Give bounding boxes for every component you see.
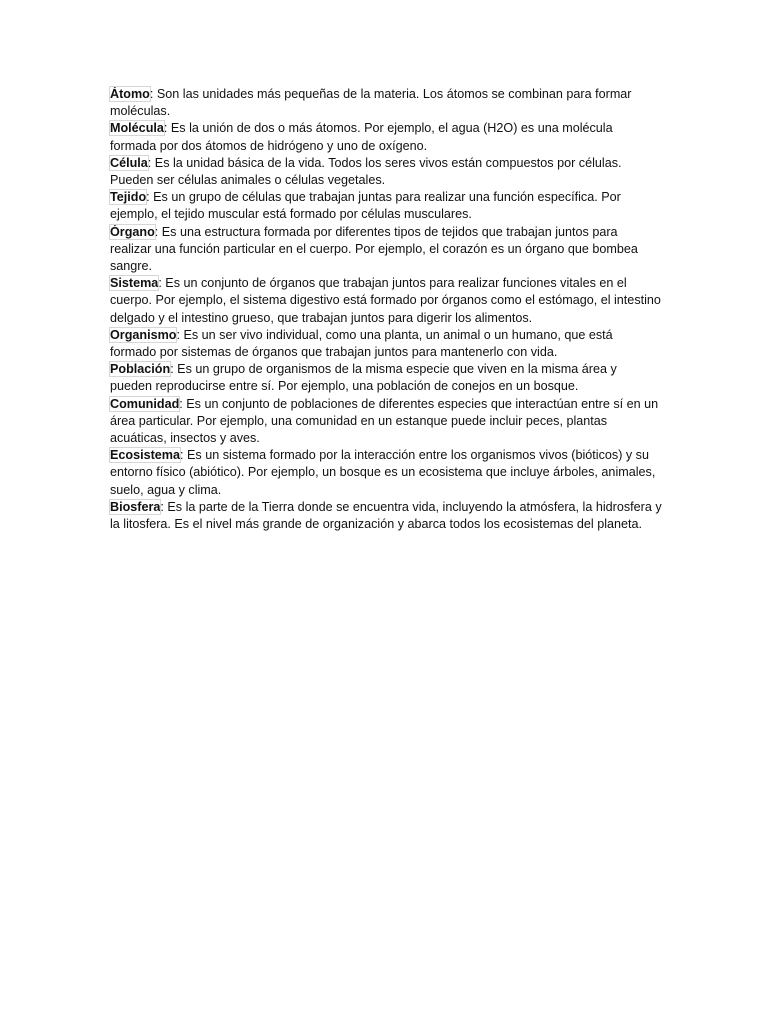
definition-comunidad: : Es un conjunto de poblaciones de diferentes especies que interactúan entre sí en un área particular. Por ejemplo, una comunidad en un estanque puede incluir peces, plantas acuáticas, insectos y aves. bbox=[110, 396, 659, 446]
term-poblacion[interactable]: Población bbox=[110, 362, 171, 377]
definition-molecula: : Es la unión de dos o más átomos. Por ejemplo, el agua (H2O) es una molécula formada por dos átomos de hidrógeno y uno de oxígeno. bbox=[110, 121, 613, 153]
definition-ecosistema: : Es un sistema formado por la interacción entre los organismos vivos (bióticos) y su entorno físico (abiótico). Por ejemplo, un bosque es un ecosistema que incluye árboles, animales, suelo, agua y clima. bbox=[110, 448, 656, 497]
definition-organismo: : Es un ser vivo individual, como una planta, un animal o un humano, que está formado por sistemas de órganos que trabajan juntos para mantenerlo con vida. bbox=[110, 327, 613, 360]
term-atomo[interactable]: Átomo bbox=[110, 87, 150, 101]
term-sistema[interactable]: Sistema bbox=[110, 276, 159, 291]
term-molecula[interactable]: Molécula bbox=[110, 121, 164, 136]
term-biosfera[interactable]: Biosfera bbox=[110, 499, 161, 514]
entry-biosfera bbox=[110, 499, 662, 533]
entry-atomo bbox=[110, 86, 662, 120]
term-organo[interactable]: Órgano bbox=[110, 224, 155, 239]
entry-organo bbox=[110, 224, 662, 276]
entry-ecosistema bbox=[110, 447, 662, 499]
term-comunidad[interactable]: Comunidad bbox=[110, 396, 180, 411]
document-body bbox=[110, 86, 662, 533]
definition-atomo: : Son las unidades más pequeñas de la materia. Los átomos se combinan para formar moléculas. bbox=[110, 87, 632, 119]
entry-celula bbox=[110, 155, 662, 189]
term-ecosistema[interactable]: Ecosistema bbox=[110, 448, 181, 463]
definition-organo: : Es una estructura formada por diferentes tipos de tejidos que trabajan juntos para realizar una función particular en el cuerpo. Por ejemplo, el corazón es un órgano que bombea sangre. bbox=[110, 224, 638, 274]
definition-tejido: : Es un grupo de células que trabajan juntas para realizar una función específica. Por ejemplo, el tejido muscular está formado por células musculares. bbox=[110, 190, 621, 222]
entry-molecula bbox=[110, 120, 662, 154]
definition-poblacion: : Es un grupo de organismos de la misma especie que viven en la misma área y pueden reproducirse entre sí. Por ejemplo, una población de conejos en un bosque. bbox=[110, 362, 617, 394]
definition-sistema: : Es un conjunto de órganos que trabajan juntos para realizar funciones vitales en el cuerpo. Por ejemplo, el sistema digestivo está formado por órganos como el estómago, el intestino delgado y el intestino grueso, que trabajan juntos para digerir los alimentos. bbox=[110, 276, 661, 325]
definition-celula: : Es la unidad básica de la vida. Todos los seres vivos están compuestos por células. Pueden ser células animales o células vegetales. bbox=[110, 155, 622, 188]
entry-sistema bbox=[110, 275, 662, 327]
entry-poblacion bbox=[110, 361, 662, 395]
term-organismo[interactable]: Organismo bbox=[110, 327, 177, 342]
entry-tejido bbox=[110, 189, 662, 223]
definition-biosfera: : Es la parte de la Tierra donde se encuentra vida, incluyendo la atmósfera, la hidrosfera y la litosfera. Es el nivel más grande de organización y abarca todos los ecosistemas del planeta. bbox=[110, 499, 662, 532]
term-celula[interactable]: Célula bbox=[110, 155, 148, 170]
entry-comunidad bbox=[110, 396, 662, 448]
term-tejido[interactable]: Tejido bbox=[110, 190, 147, 205]
entry-organismo bbox=[110, 327, 662, 361]
